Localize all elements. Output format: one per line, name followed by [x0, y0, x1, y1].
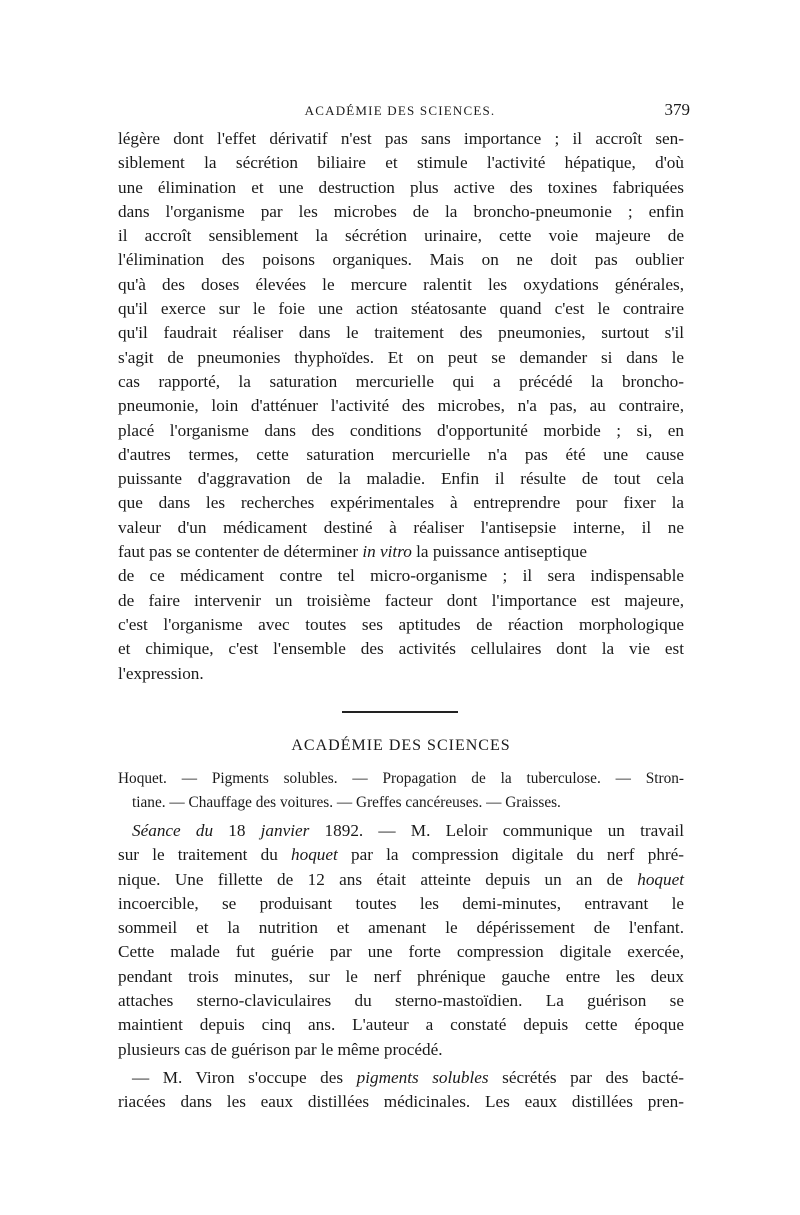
text-line: riacées dans les eaux distillées médicinales. Les eaux distillées pren-: [118, 1092, 684, 1112]
text-line: maintient depuis cinq ans. L'auteur a constaté depuis cette époque: [118, 1015, 684, 1035]
text-span: sécrétés par des bacté-: [488, 1068, 684, 1087]
text-line: c'est l'organisme avec toutes ses aptitudes de réaction morphologique: [118, 614, 684, 634]
text-line: incoercible, se produisant toutes les demi-minutes, entravant le: [118, 893, 684, 913]
text-line: attaches sterno-claviculaires du sterno-mastoïdien. La guérison se: [118, 991, 684, 1011]
text-span: par la compression digitale du nerf phré-: [337, 845, 684, 865]
text-line: puissante d'aggravation de la maladie. Enfin il résulte de tout cela: [118, 469, 684, 489]
text-span: la puissance antiseptique: [411, 542, 588, 562]
text-line: valeur d'un médicament destiné à réaliser l'antisepsie interne, il ne: [118, 517, 684, 537]
body-paragraph-2: [118, 819, 684, 1062]
text-line: [118, 1066, 684, 1090]
text-line: pneumonie, loin d'atténuer l'activité des microbes, n'a pas, au contraire,: [118, 396, 684, 416]
text-line: pendant trois minutes, sur le nerf phrénique gauche entre les deux: [118, 966, 684, 986]
text-line: siblement la sécrétion biliaire et stimule l'activité hépatique, d'où: [118, 153, 684, 173]
italic-text: hoquet: [637, 869, 684, 889]
text-line: il accroît sensiblement la sécrétion urinaire, cette voie majeure de: [118, 226, 684, 246]
text-line: [118, 843, 684, 867]
body-paragraph-3: [118, 1066, 684, 1115]
text-line: de ce médicament contre tel micro-organisme ; il sera indispensable: [118, 566, 684, 586]
section-title: ACADÉMIE DES SCIENCES: [291, 737, 511, 754]
text-line: Cette malade fut guérie par une forte compression digitale exercée,: [118, 942, 684, 962]
section-summary: [118, 767, 684, 815]
italic-text: pigments solubles: [356, 1068, 489, 1087]
text-line: qu'il faudrait réaliser dans le traitement des pneumonies, surtout s'il: [118, 323, 684, 343]
text-line: qu'il exerce sur le foie une action stéatosante quand c'est le contraire: [118, 299, 684, 319]
text-line: sommeil et la nutrition et amenant le dépérissement de l'enfant.: [118, 918, 684, 938]
text-span: nique. Une fillette de 12 ans était atteinte depuis un an de: [118, 869, 638, 889]
running-title: ACADÉMIE DES SCIENCES.: [304, 103, 496, 118]
text-line: que dans les recherches expérimentales à entreprendre pour fixer la: [118, 493, 684, 513]
text-line: dans l'organisme par les microbes de la broncho-pneumonie ; enfin: [118, 201, 684, 221]
text-line: [118, 819, 684, 843]
text-line: d'autres termes, cette saturation mercurielle n'a pas été une cause: [118, 444, 684, 464]
italic-text: hoquet: [291, 845, 338, 865]
text-line: qu'à des doses élevées le mercure ralentit les oxydations générales,: [118, 274, 684, 294]
text-span: faut pas se contenter de déterminer: [118, 542, 363, 562]
summary-line: Hoquet. — Pigments solubles. — Propagation de la tuberculose. — Stron-: [118, 770, 684, 787]
text-span: — M. Viron s'occupe des: [132, 1068, 357, 1087]
text-span: 1892. — M. Leloir communique un travail: [309, 821, 685, 840]
text-line: une élimination et une destruction plus active des toxines fabriquées: [118, 177, 684, 197]
text-line: plusieurs cas de guérison par le même procédé.: [118, 1039, 443, 1059]
text-line: et chimique, c'est l'ensemble des activités cellulaires dont la vie est: [118, 639, 684, 659]
running-head: [110, 100, 690, 124]
text-line: [118, 540, 684, 564]
page-number: 379: [664, 100, 690, 119]
text-line: de faire intervenir un troisième facteur dont l'importance est majeure,: [118, 590, 684, 610]
text-span: 18: [213, 821, 261, 840]
summary-line: tiane. — Chauffage des voitures. — Greffes cancéreuses. — Graisses.: [132, 794, 561, 811]
text-span: sur le traitement du: [118, 845, 292, 865]
text-line: [118, 868, 684, 892]
italic-text: in vitro: [362, 542, 412, 562]
text-line: s'agit de pneumonies thyphoïdes. Et on peut se demander si dans le: [118, 347, 684, 367]
text-line: légère dont l'effet dérivatif n'est pas sans importance ; il accroît sen-: [118, 129, 684, 148]
text-line: l'expression.: [118, 663, 204, 683]
italic-text: janvier: [260, 821, 310, 840]
section-divider: [342, 711, 458, 713]
italic-text: Séance du: [132, 821, 214, 840]
text-line: cas rapporté, la saturation mercurielle qui a précédé la broncho-: [118, 371, 684, 391]
text-line: placé l'organisme dans des conditions d'opportunité morbide ; si, en: [118, 420, 684, 440]
text-line: l'élimination des poisons organiques. Mais on ne doit pas oublier: [118, 250, 684, 270]
body-paragraph-1: [118, 127, 684, 686]
